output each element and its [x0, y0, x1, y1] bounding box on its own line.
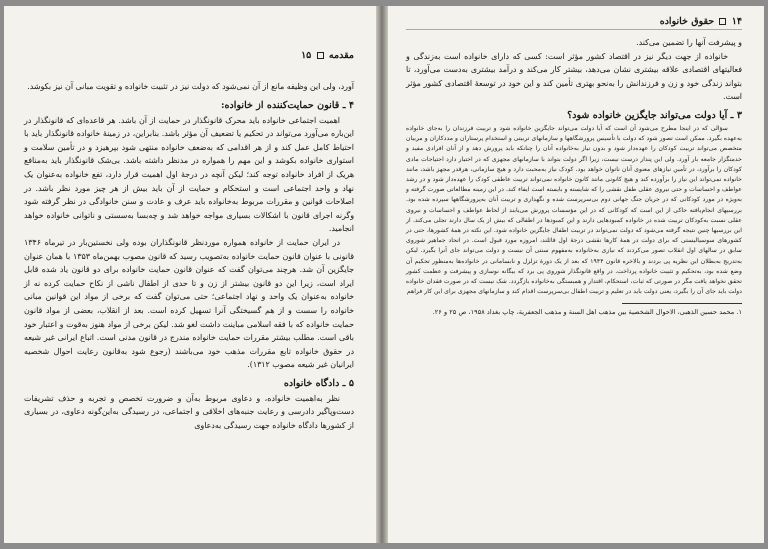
footnote-rule — [622, 303, 742, 304]
square-separator-icon — [317, 52, 324, 59]
footnote: ۱. محمد حسین الذهبی، الاحوال الشخصیة بین مذهب اهل السنة و مذهب الجعفریة، چاپ بغداد ۱۹۵۸، ص ۲۵ و ۲۶. — [432, 308, 742, 317]
intro-paragraph: خانواده از جهت دیگر نیز در اقتصاد کشور مؤثر است: کسی که دارای خانواده است به‌زندگی و فعالیتهای اقتصادی علاقه بیشتری نشان می‌دهد، بیشتر کار می‌کند و درآمد بیشتری به‌دست می‌آورد، تا بتواند زندگی خود و زن و فرزندانش را به‌نحو بهتری تأمین کند و این خود در توسعهٔ اقتصادی کشور مؤثر است. — [406, 51, 742, 102]
intro-line: آورد، ولی این وظیفه مانع از آن نمی‌شود که دولت نیز در تثبیت خانواده و تقویت مبانی آن نیز بکوشد. — [27, 82, 354, 91]
running-head-title: مقدمه ۱۵ — [301, 50, 354, 61]
section-3-heading: ۳ ـ آیا دولت می‌تواند جایگزین خانواده شود؟ — [567, 109, 742, 121]
section-4-paragraph-2: در ایران حمایت از خانواده همواره موردنظر قانونگذاران بوده ولی نخستین‌بار در تیرماه ۱۳۴۶ قانونی با عنوان قانون حمایت خانواده به‌تصویب رسید که قانون مصوب بهمن‌ماه ۱۳۵۳ با همان عنوان جایگزین آن شد. هرچند می‌توان گفت که عنوان قانون حمایت خانواده برای دو قانون یاد شده قابل ایراد است، زیرا این دو قانون بیشتر از زن و تا حدی از اطفال ناشی از نکاح حمایت کرده نه از خانواده به‌عنوان یک واحد و نهاد اجتماعی؛ حتی می‌توان گفت که برخی از مواد این قوانین مبانی خانواده را سست و از هم گسیختگی آنرا تسهیل کرده است. بعد از انقلاب، بعضی از مواد قانون حمایت خانواده که با فقه اسلامی مباینت داشت لغو شد. لیکن برخی از مواد هنوز به‌قوت و اعتبار خود باقی است. مطلب بیشتر مقررات حمایت خانواده مندرج در قانون مدنی است. اتباع ایرانی غیر شیعه در حقوق خانواده تابع مقررات مذهب خود می‌باشند (رجوع شود به‌قانون رعایت احوال شخصیه ایرانیان غیر شیعه مصوب ۱۳۱۲). — [24, 237, 355, 370]
book-gutter — [376, 6, 388, 543]
running-head — [406, 16, 742, 30]
section-5-paragraph-1: نظر به‌اهمیت خانواده، و دعاوی مربوط به‌آن و ضرورت تخصص و تجربه و حذف تشریفات دست‌وپاگیر دادرسی و رعایت جنبه‌های اخلاقی و اجتماعی، در رسیدگی به‌این‌گونه دعاوی، در بسیاری از کشورها دادگاه خانواده جهت رسیدگی به‌دعاوی — [24, 393, 354, 431]
square-separator-icon — [719, 18, 726, 25]
left-page — [4, 6, 376, 543]
section-4-heading: ۴ ـ قانون حمایت‌کننده از خانواده: — [220, 99, 354, 111]
section-3-paragraph-1: سؤالی که در اینجا مطرح می‌شود آن است که آیا دولت می‌تواند جایگزین خانواده شود و تربیت فرزندان را به‌جای خانواده به‌عهده بگیرد. ممکن است تصور شود که دولت با تأسیس پرورشگاهها و سازمانهای تربیتی و استخدام پرستاران و مددکاران و مربیان متخصص می‌تواند تربیت کودکان را عهده‌دار شود و بدون نیاز به‌خانواده آنان را چنانکه باید پرورش دهد و از آنان افرادی مفید و خدمتگزار جامعه بار آورد. ولی این پندار درست نیست، زیرا اگر دولت بتواند با سازمانهای مجهزی که در اختیار دارد احتیاجات مادی کودکان را برآورد، در تأمین نیازهای معنوی آنان ناتوان خواهد بود. کودک نیاز به‌محبت دارد و هیچ سازمانی، هرقدر مجهز باشد، مانند خانواده نمی‌تواند این نیاز را برآورده کند و هیچ کانونی مانند کانون خانواده نمی‌تواند تربیت عاطفی کودک را عهده‌دار شود و در رشد عواطف و احساسات و حتی نیروی عقلی طفل نقشی را که شایسته و بایسته است ایفاء کند. در این زمینه مطالعاتی صورت گرفته و به‌ویژه در مورد کودکانی که در جریان جنگ جهانی دوم بی‌سرپرست شده و نگهداری و تربیت آنان به‌پرورشگاهها سپرده شده بود. بررسیهای انجام‌یافته حاکی از این است که کودکانی که در این مؤسسات پرورش می‌یابند از لحاظ عواطف و احساسات و نیروی عقلی نسبت به‌کودکان تربیت شده در خانواده کمبودهایی دارند و این کمبودها در اطفالی که بیش از یک سال دارند تجلی می‌کند. از این بررسیها چنین نتیجه گرفته می‌شود که دولت نمی‌تواند در تربیت اطفال جایگزین خانواده شود. این نکته در همهٔ کشورها، حتی در کشورهای سوسیالیستی که برای دولت در همهٔ کارها نقشی درجهٔ اول قائلند، امروزه مورد قبول است. در اتحاد جماهیر شوروی سابق در سالهای اول انقلاب تصور می‌کردند که نیازی به‌خانواده به‌مفهوم سنتی آن نیست و دولت می‌تواند جای آنرا بگیرد. لیکن به‌تدریج به‌بطلان این نظریه پی بردند و بالاخره قانون ۱۹۴۴ که بعد از یک دورهٔ تزلزل و نابسامانی در خانواده‌ها به‌منظور تحکیم آن وضع شده بود، به‌تحکیم و تثبیت خانواده پرداخت. در واقع قانونگذار شوروی پی برد که بیگانه نوسازی و پیشرفت و عظمت کشور تحقق نخواهد یافت مگر در صورتی که ثبات، استحکام، اقتدار و همبستگی به‌خانواده بازگردد. شک نیست که در صورت فقدان خانواده دولت باید جای آن را بگیرد، یعنی دولت باید در تعلیم و تربیت اطفال بی‌سرپرست اقدام کند و سازمانهای مجهزی برای این کار فراهم — [406, 124, 742, 296]
intro-line: و پیشرفت آنها را تضمین می‌کند. — [636, 38, 742, 47]
section-5-heading: ۵ ـ دادگاه خانواده — [283, 377, 354, 389]
running-head-title: ۱۴ حقوق خانواده — [659, 16, 742, 27]
section-4-paragraph-1: اهمیت اجتماعی خانواده باید محرک قانونگذار در حمایت از آن باشد. هر قاعده‌ای که قانونگذار در این‌باره می‌آورد می‌تواند در تحکیم یا تضعیف آن مؤثر باشد. بنابراین، در زمینهٔ خانواده قانونگذار باید با احتیاط کامل عمل کند و از هر اقدامی که به‌ضعف خانواده منتهی شود بپرهیزد و در تأمین سلامت و استواری خانواده بکوشد و این مهم را همواره در مدنظر داشته باشد. بی‌شک قانونگذار باید به‌منافع هریک از افراد خانواده توجه کند؛ لیکن آنچه در درجهٔ اول اهمیت قرار دارد، تفع خانواده به‌عنوان یک نهاد و واحد اجتماعی است و استحکام و حمایت از آن باید بیش از هر چیز مورد نظر باشد. در اصلاحات قوانین و مقررات مربوط به‌خانواده باید عرف و عادت و سنن خانوادگی در نظر گرفته شود وگرنه اجرای قانون با اشکالات بسیاری مواجه خواهد شد و چه‌بسا به‌سستی و ناتوانی خانواده خواهد انجامید. — [24, 115, 354, 234]
running-head — [26, 50, 354, 63]
right-page — [388, 6, 764, 543]
